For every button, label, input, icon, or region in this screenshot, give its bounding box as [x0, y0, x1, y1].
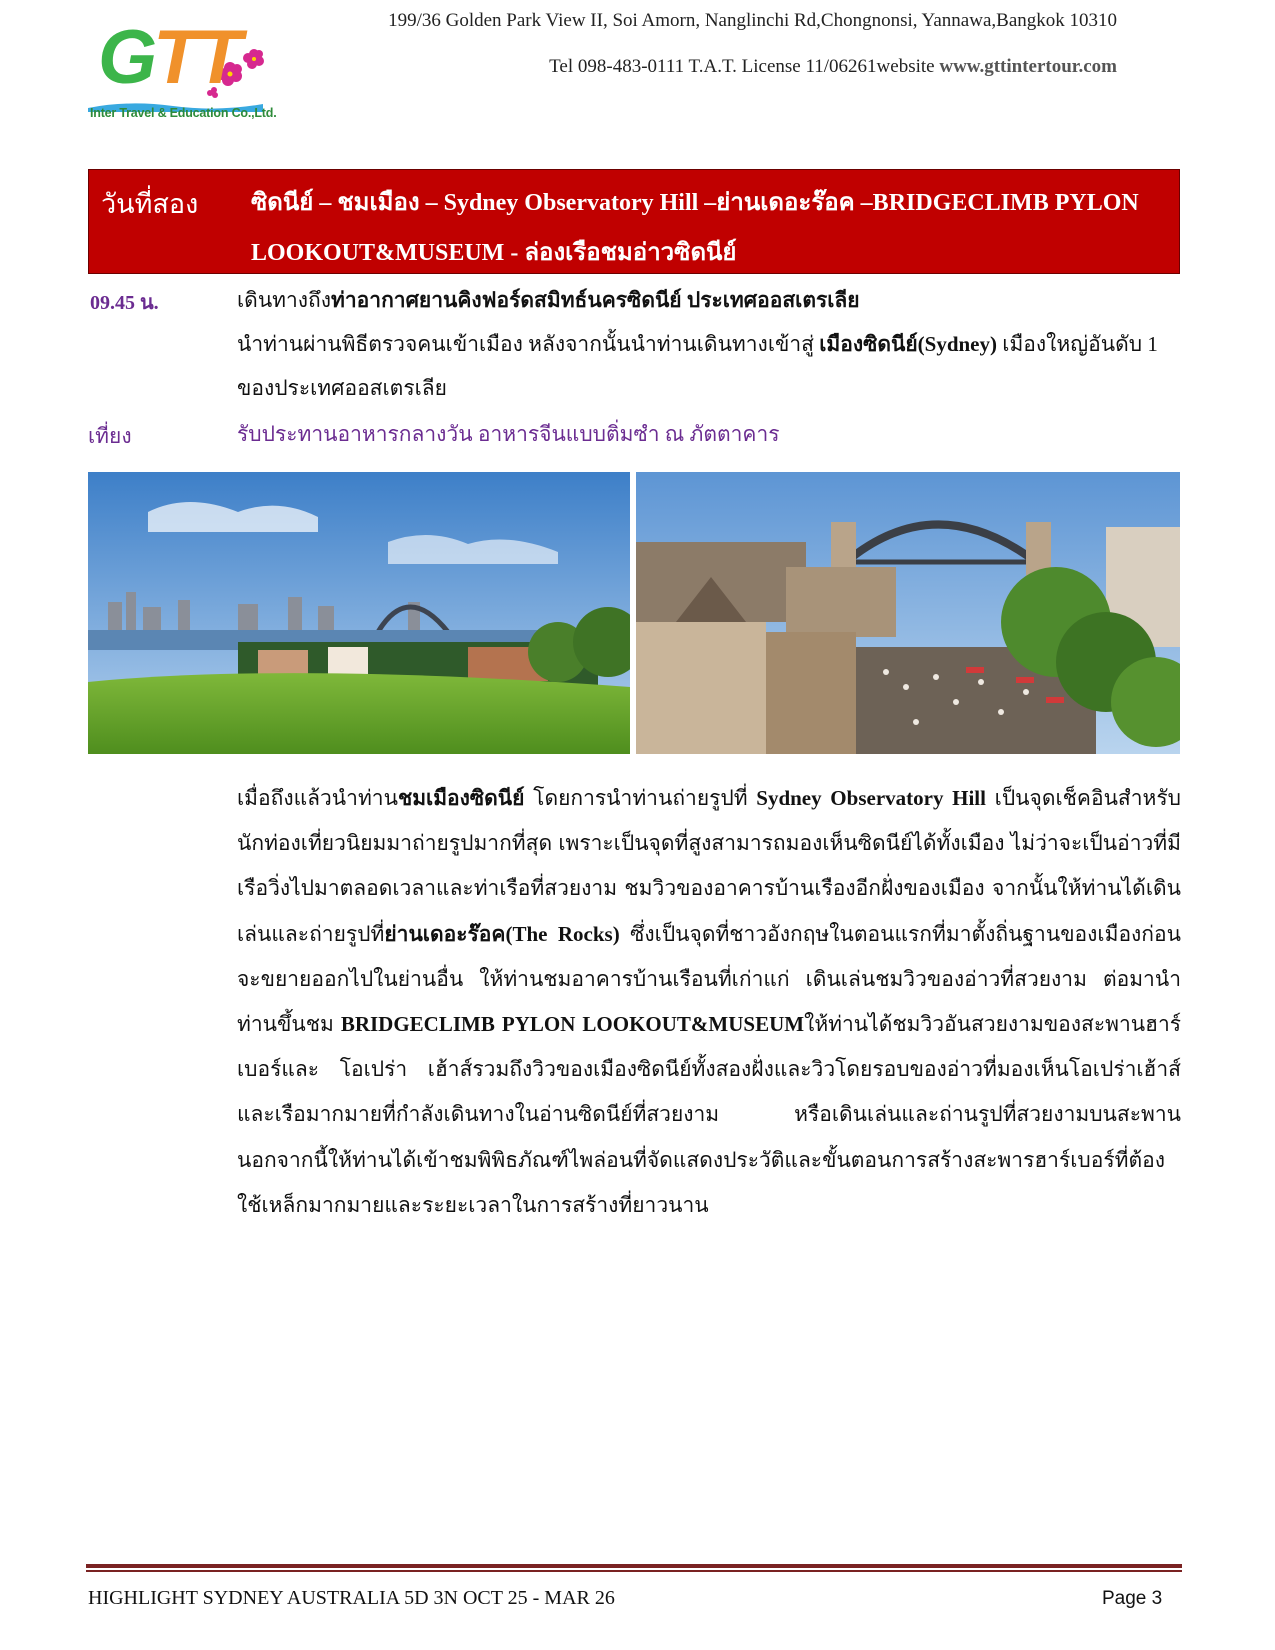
desc-text-3: เป็นจุดเช็คอินสำหรับนักท่องเที่ยวนิยมมาถ่ายรูปมากที่สุด เพราะเป็นจุดที่สูงสามารถมองเห็นซิดนีย์ได้ทั้งเมือง ไม่ว่าจะเป็นอ่าวที่มีเรือวิ่งไปมาตลอดเวลาและท่าเรือที่สวยงาม ชมวิวของอาคารบ้านเรืองอีกฝั่งของเมือง จากนั้นให้ท่านได้เดินเล่นและถ่ายรูปที่ [237, 786, 1181, 946]
page-number: Page 3 [1102, 1588, 1163, 1609]
desc-text-5: ให้ท่านได้ชมวิวอันสวยงามของสะพานฮาร์เบอร์และ โอเปร่า เฮ้าส์รวมถึงวิวของเมืองซิดนีย์ทั้งสองฝั่งและวิวโดยรอบของอ่าวที่มองเห็นโอเปร่าเฮ้าส์และเรือมากมายที่กำลังเดินทางในอ่านซิดนีย์ที่สวยงาม หรือเดินเล่นและถ่านรูปที่สวยงามบนสะพานนอกจากนี้ให้ท่านได้เข้าชมพิพิธภัณฑ์ไพล่อนที่จัดแสดงประวัติและขั้นตอนการสร้างสะพารฮาร์เบอร์ที่ต้องใช้เหล็กมากมายและระยะเวลาในการสร้างที่ยาวนาน [237, 1012, 1182, 1217]
desc-bold-3: ย่านเดอะร๊อค(The Rocks) [384, 921, 620, 946]
airport-name: ท่าอากาศยานคิงฟอร์ดสมิทธ์นครซิดนีย์ ประเทศออสเตรเลีย [331, 288, 860, 312]
desc-bold-2: Sydney Observatory Hill [756, 786, 986, 810]
footer-rule-thin [86, 1570, 1182, 1572]
company-logo [88, 16, 278, 126]
description-paragraph [237, 776, 1181, 1228]
logo-subtitle: Inter Travel & Education Co.,Ltd. [90, 106, 277, 120]
day-banner [88, 169, 1180, 274]
observatory-hill-photo [88, 472, 630, 754]
day-title-line2: LOOKOUT&MUSEUM - ล่องเรือชมอ่าวซิดนีย์ [251, 240, 737, 266]
itinerary-line-1 [237, 284, 860, 317]
itinerary-line-2 [237, 328, 1181, 361]
city-name: เมืองซิดนีย์(Sydney) [819, 332, 998, 356]
desc-text-2: โดยการนำท่านถ่ายรูปที่ [524, 786, 757, 810]
meal-description: รับประทานอาหารกลางวัน อาหารจีนแบบติ่มซำ ณ ภัตตาคาร [237, 422, 780, 446]
meal-label: เที่ยง [88, 424, 132, 448]
desc-text-4: ซึ่งเป็นจุดที่ชาวอังกฤษในตอนแรกที่มาตั้งถิ่นฐานของเมืองก่อนจะขยายออกไปในย่านอื่น ให้ท่านชมอาคารบ้านเรือนที่เก่าแก่ เดินเล่นชมวิวของอ่าวที่สวยงาม ต่อมานำท่านขึ้นชม [237, 921, 1181, 1037]
logo-text: GTT [98, 15, 238, 100]
contact-details: Tel 098-483-0111 T.A.T. License 11/06261website [549, 56, 940, 77]
company-contact [549, 56, 1117, 78]
day-title-line1: ซิดนีย์ – ชมเมือง – Sydney Observatory Hill –ย่านเดอะร๊อค –BRIDGECLIMB PYLON [251, 190, 1139, 216]
arrival-time: 09.45 น. [90, 292, 159, 314]
footer-title: HIGHLIGHT SYDNEY AUSTRALIA 5D 3N OCT 25 - MAR 26 [88, 1587, 615, 1609]
desc-bold-1: ชมเมืองซิดนีย์ [397, 786, 525, 810]
footer-rule [86, 1564, 1182, 1568]
line2-suffix: เมืองใหญ่อันดับ 1 [997, 332, 1158, 356]
line2-text: นำท่านผ่านพิธีตรวจคนเข้าเมือง หลังจากนั้นนำท่านเดินทางเข้าสู่ [237, 332, 820, 356]
company-address: 199/36 Golden Park View II, Soi Amorn, Nanglinchi Rd,Chongnonsi, Yannawa,Bangkok 10310 [388, 10, 1117, 31]
the-rocks-photo [636, 472, 1180, 754]
desc-text-1: เมื่อถึงแล้วนำท่าน [237, 786, 398, 810]
day-label: วันที่สอง [101, 189, 199, 219]
line1-text: เดินทางถึง [237, 288, 332, 312]
itinerary-line-3: ของประเทศออสเตรเลีย [237, 376, 447, 400]
desc-bold-4: BRIDGECLIMB PYLON LOOKOUT&MUSEUM [340, 1012, 805, 1037]
website-link[interactable]: www.gttintertour.com [939, 56, 1117, 77]
